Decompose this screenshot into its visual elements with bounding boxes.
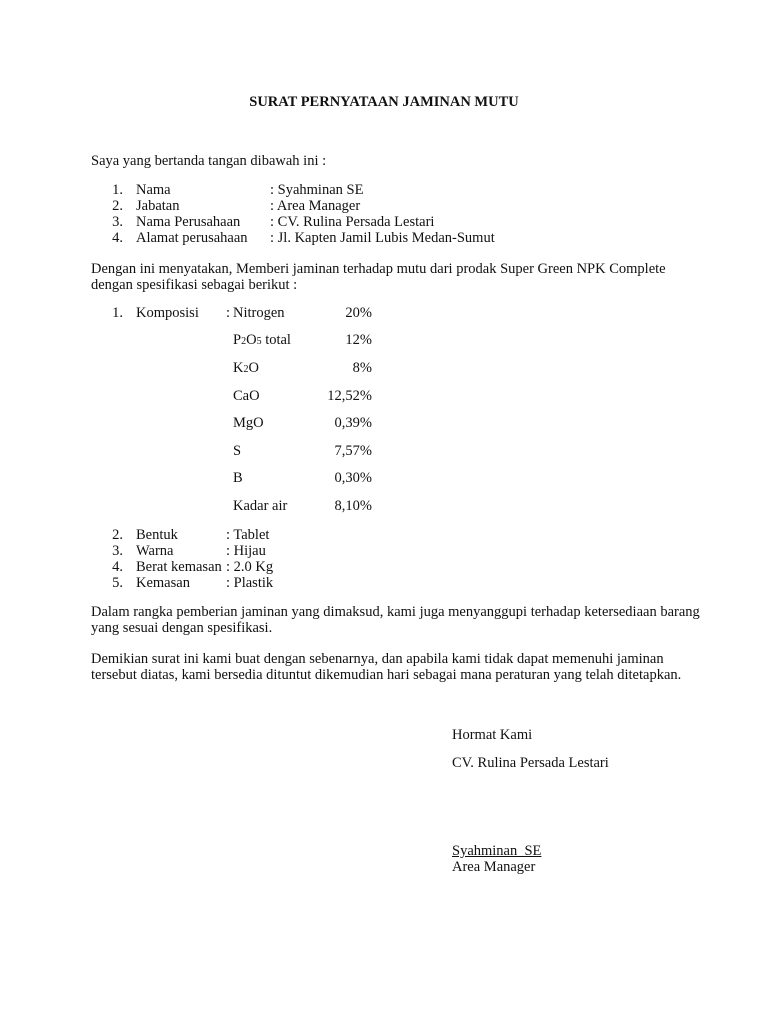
spec-value-kemasan: : Plastik bbox=[226, 575, 274, 591]
identity-label-jabatan: Jabatan bbox=[136, 198, 180, 214]
composition-item-name: CaO bbox=[233, 388, 260, 404]
composition-label: Komposisi bbox=[136, 305, 199, 321]
spec-label-berat: Berat kemasan bbox=[136, 559, 222, 575]
composition-item-value: 8,10% bbox=[334, 498, 372, 514]
identity-label-nama: Nama bbox=[136, 182, 171, 198]
intro-text: Saya yang bertanda tangan dibawah ini : bbox=[91, 153, 327, 169]
paragraph-guarantee-line-2: yang sesuai dengan spesifikasi. bbox=[91, 620, 273, 636]
spec-label-kemasan: Kemasan bbox=[136, 575, 190, 591]
closing-salutation: Hormat Kami bbox=[452, 727, 533, 743]
spec-value-berat: : 2.0 Kg bbox=[226, 559, 274, 575]
composition-item-value: 0,39% bbox=[334, 415, 372, 431]
composition-item-name: Kadar air bbox=[233, 498, 288, 514]
composition-item-value: 20% bbox=[345, 305, 372, 321]
composition-item-value: 8% bbox=[352, 360, 372, 376]
signer-name: Syahminan SE bbox=[452, 843, 542, 859]
identity-value-jabatan: : Area Manager bbox=[270, 198, 361, 214]
paragraph-guarantee-line-1: Dalam rangka pemberian jaminan yang dimaksud, kami juga menyanggupi terhadap ketersediaan barang bbox=[91, 604, 700, 620]
list-number: 2. bbox=[112, 198, 123, 214]
composition-item-name: P2O5 total bbox=[233, 332, 291, 348]
identity-label-perusahaan: Nama Perusahaan bbox=[136, 214, 241, 230]
composition-item-value: 12,52% bbox=[327, 388, 372, 404]
composition-item-value: 0,30% bbox=[334, 470, 372, 486]
spec-label-warna: Warna bbox=[136, 543, 174, 559]
signer-title: Area Manager bbox=[452, 859, 536, 875]
identity-value-nama: : Syahminan SE bbox=[270, 182, 364, 198]
list-number: 5. bbox=[112, 575, 123, 591]
composition-item-name: MgO bbox=[233, 415, 264, 431]
document-title: SURAT PERNYATAAN JAMINAN MUTU bbox=[249, 94, 519, 110]
composition-item-name: S bbox=[233, 443, 242, 459]
list-number: 1. bbox=[112, 182, 123, 198]
composition-item-value: 12% bbox=[345, 332, 372, 348]
identity-label-alamat: Alamat perusahaan bbox=[136, 230, 248, 246]
identity-value-alamat: : Jl. Kapten Jamil Lubis Medan-Sumut bbox=[270, 230, 495, 246]
list-number: 1. bbox=[112, 305, 123, 321]
list-number: 2. bbox=[112, 527, 123, 543]
composition-item-value: 7,57% bbox=[334, 443, 372, 459]
spec-value-bentuk: : Tablet bbox=[226, 527, 270, 543]
paragraph-closing-line-2: tersebut diatas, kami bersedia dituntut dikemudian hari sebagai mana peraturan yang telah ditetapkan. bbox=[91, 667, 682, 683]
composition-item-name: K2O bbox=[233, 360, 259, 376]
spec-label-bentuk: Bentuk bbox=[136, 527, 178, 543]
list-number: 4. bbox=[112, 559, 123, 575]
identity-value-perusahaan: : CV. Rulina Persada Lestari bbox=[270, 214, 435, 230]
composition-item-name: B bbox=[233, 470, 243, 486]
paragraph-closing-line-1: Demikian surat ini kami buat dengan sebenarnya, dan apabila kami tidak dapat memenuhi jaminan bbox=[91, 651, 664, 667]
composition-item-name: Nitrogen bbox=[233, 305, 285, 321]
list-number: 3. bbox=[112, 214, 123, 230]
statement-line-1: Dengan ini menyatakan, Memberi jaminan terhadap mutu dari prodak Super Green NPK Complete bbox=[91, 261, 666, 277]
list-number: 3. bbox=[112, 543, 123, 559]
company-name: CV. Rulina Persada Lestari bbox=[452, 755, 609, 771]
statement-line-2: dengan spesifikasi sebagai berikut : bbox=[91, 277, 298, 293]
composition-colon: : bbox=[226, 305, 231, 321]
spec-value-warna: : Hijau bbox=[226, 543, 266, 559]
list-number: 4. bbox=[112, 230, 123, 246]
